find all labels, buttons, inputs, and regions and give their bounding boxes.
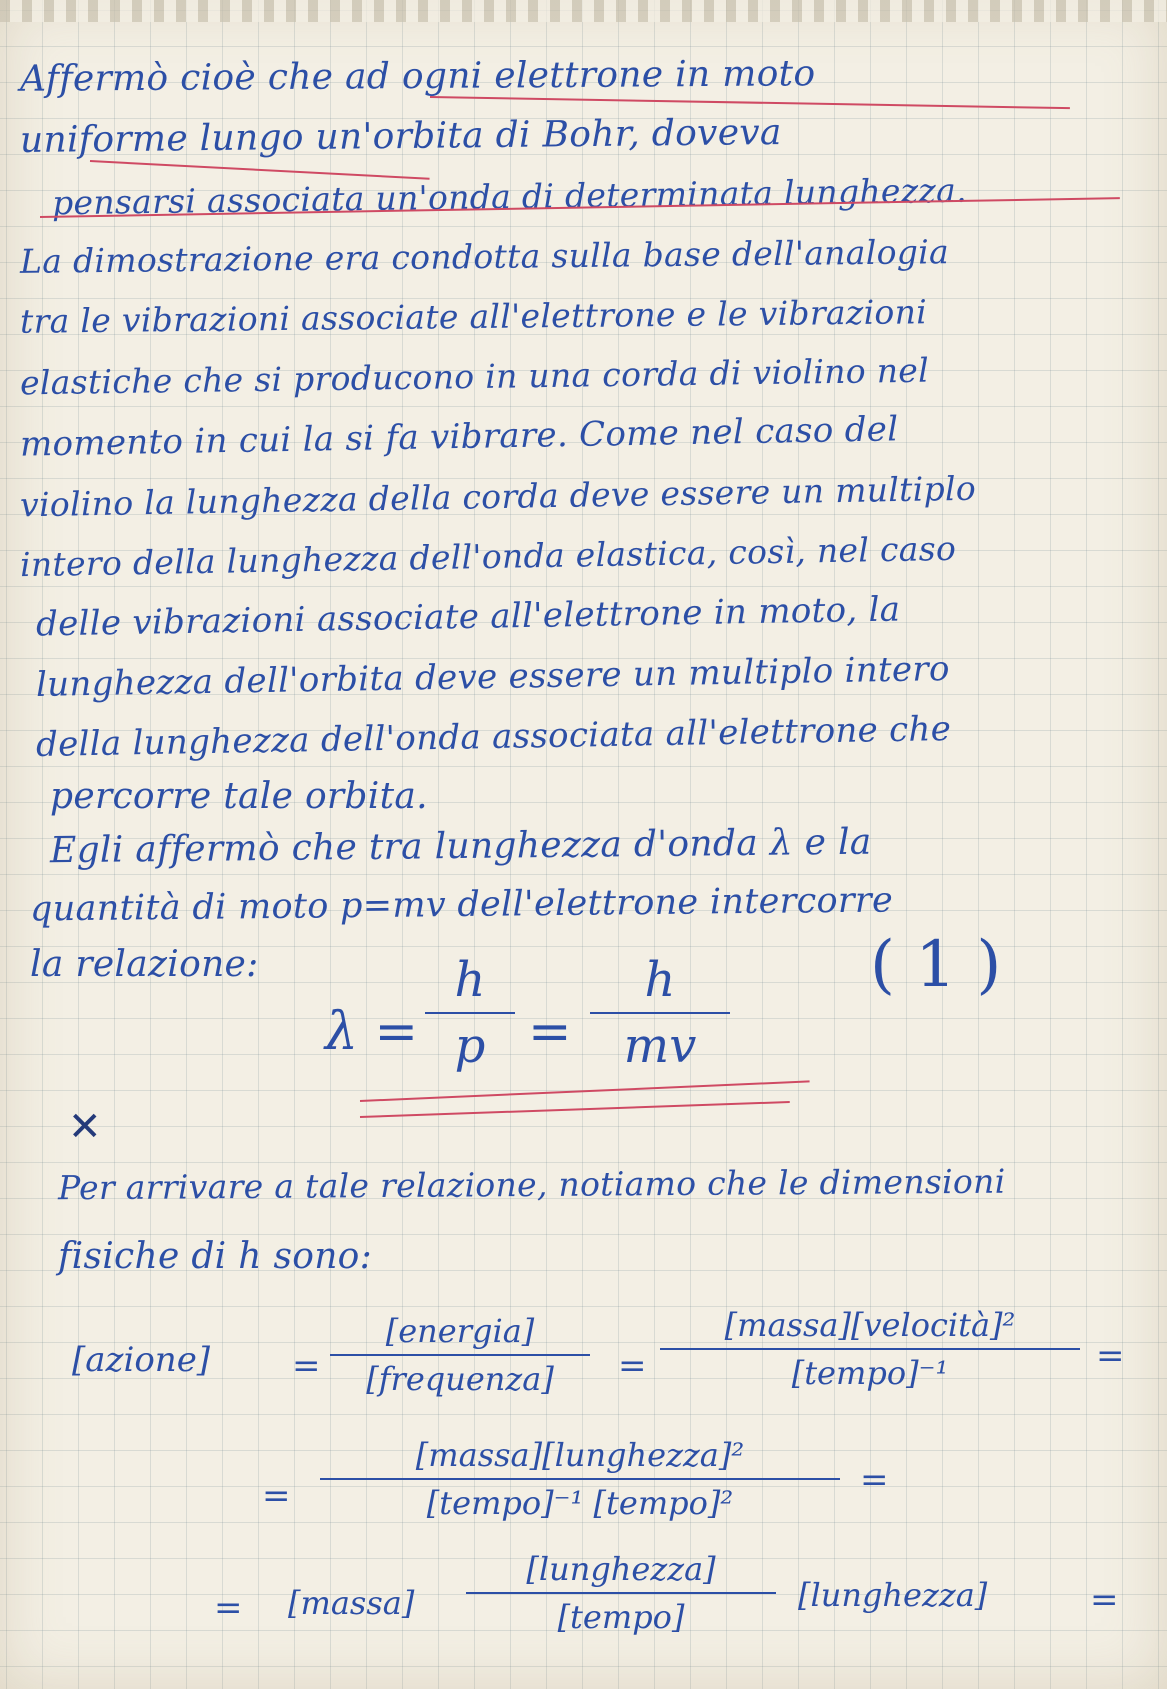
fraction-bar (590, 1012, 730, 1014)
frac-numerator: [energia] (385, 1312, 535, 1350)
frac-numerator: [massa][velocità]² (724, 1306, 1016, 1344)
spiral-binding-edge (0, 0, 1167, 22)
text-line: delle vibrazioni associate all'elettrone in moto, la (35, 589, 901, 645)
frac-numerator: h (454, 952, 486, 1008)
text-line: Per arrivare a tale relazione, notiamo che le dimensioni (57, 1161, 1006, 1208)
text-line: Egli affermò che tra lunghezza d'onda λ e la (49, 821, 872, 872)
equation-1-label: ( 1 ) (870, 928, 1002, 1002)
text-line: lunghezza dell'orbita deve essere un multiplo intero (35, 649, 951, 705)
fraction-bar (466, 1592, 776, 1594)
text-line: tra le vibrazioni associate all'elettrone e le vibrazioni (19, 292, 928, 341)
frac-denominator: [tempo]⁻¹ [tempo]² (426, 1484, 734, 1522)
dim-equals: = (262, 1476, 291, 1516)
dim-equals: = (1096, 1336, 1125, 1376)
dim-equals: = (214, 1588, 243, 1628)
frac-denominator: [tempo] (557, 1598, 685, 1636)
fraction-bar (660, 1348, 1080, 1350)
dim-massa: [massa] (288, 1584, 415, 1622)
dim-equals: = (618, 1346, 647, 1386)
text-line: della lunghezza dell'onda associata all'elettrone che (35, 709, 952, 765)
equation-1-frac-h-over-p (425, 952, 515, 1074)
dim-frac-massa-velocita-tempo (660, 1306, 1080, 1392)
dim-azione: [azione] (72, 1340, 211, 1380)
text-line: momento in cui la si fa vibrare. Come nel caso del (19, 409, 899, 465)
frac-denominator: p (454, 1018, 486, 1074)
text-line: percorre tale orbita. (50, 776, 428, 817)
text-line: Affermò cioè che ad ogni elettrone in moto (19, 53, 816, 100)
fraction-bar (320, 1478, 840, 1480)
equation-1-frac-h-over-mv (590, 952, 730, 1074)
frac-numerator: [massa][lunghezza]² (415, 1436, 745, 1474)
fraction-bar (425, 1012, 515, 1014)
text-line: uniforme lungo un'orbita di Bohr, doveva (19, 112, 782, 161)
text-line: elastiche che si producono in una corda di violino nel (19, 350, 930, 403)
frac-denominator: [tempo]⁻¹ (791, 1354, 949, 1392)
fraction-bar (330, 1354, 590, 1356)
red-underline (360, 1080, 810, 1102)
equation-1-lhs: λ = (325, 1002, 419, 1062)
dim-frac-massa-lunghezza-tempo (320, 1436, 840, 1522)
dim-equals: = (292, 1346, 321, 1386)
dim-frac-lunghezza-tempo (466, 1550, 776, 1636)
equation-1-equals: = (528, 1002, 572, 1062)
text-line: violino la lunghezza della corda deve essere un multiplo (19, 468, 977, 525)
frac-denominator: mv (623, 1018, 697, 1074)
text-line: fisiche di h sono: (58, 1236, 373, 1277)
dim-equals: = (1090, 1580, 1119, 1620)
red-underline (360, 1101, 790, 1118)
dim-lunghezza: [lunghezza] (798, 1576, 988, 1614)
frac-numerator: [lunghezza] (526, 1550, 716, 1588)
text-line: la relazione: (30, 944, 259, 985)
margin-cross-mark: ✕ (68, 1104, 102, 1150)
frac-denominator: [frequenza] (366, 1360, 554, 1398)
text-line: intero della lunghezza dell'onda elastica, così, nel caso (19, 528, 957, 585)
text-line: quantità di moto p=mv dell'elettrone intercorre (29, 880, 894, 930)
dim-frac-energia-frequenza (330, 1312, 590, 1398)
text-line: pensarsi associata un'onda di determinata lunghezza. (51, 170, 968, 223)
text-line: La dimostrazione era condotta sulla base dell'analogia (19, 232, 950, 281)
frac-numerator: h (644, 952, 676, 1008)
dim-equals: = (860, 1460, 889, 1500)
